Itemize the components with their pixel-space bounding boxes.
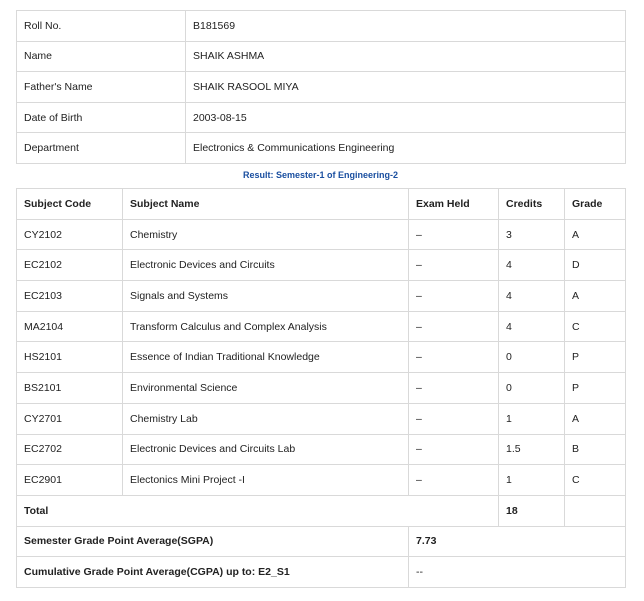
dob-row xyxy=(17,102,626,133)
subject-code: EC2702 xyxy=(17,434,123,465)
subject-name: Electonics Mini Project -I xyxy=(123,465,409,496)
father-value: SHAIK RASOOL MIYA xyxy=(186,72,626,103)
subject-code: EC2102 xyxy=(17,250,123,281)
roll-label: Roll No. xyxy=(17,11,186,42)
table-row xyxy=(17,434,626,465)
subject-code: BS2101 xyxy=(17,373,123,404)
credits: 4 xyxy=(499,250,565,281)
exam-held: – xyxy=(409,465,499,496)
subject-name: Electronic Devices and Circuits xyxy=(123,250,409,281)
table-row xyxy=(17,403,626,434)
subject-code: EC2103 xyxy=(17,281,123,312)
subject-code: CY2701 xyxy=(17,403,123,434)
grade: C xyxy=(565,465,626,496)
total-grade-empty xyxy=(565,495,626,526)
exam-held: – xyxy=(409,311,499,342)
column-header-subject-name: Subject Name xyxy=(123,189,409,220)
sgpa-label: Semester Grade Point Average(SGPA) xyxy=(17,526,409,557)
exam-held: – xyxy=(409,219,499,250)
table-row xyxy=(17,250,626,281)
subject-name: Essence of Indian Traditional Knowledge xyxy=(123,342,409,373)
table-row xyxy=(17,219,626,250)
exam-held: – xyxy=(409,403,499,434)
grade: D xyxy=(565,250,626,281)
department-row xyxy=(17,133,626,164)
sgpa-value: 7.73 xyxy=(409,526,626,557)
total-row xyxy=(17,495,626,526)
result-table xyxy=(16,188,626,588)
column-header-subject-code: Subject Code xyxy=(17,189,123,220)
name-label: Name xyxy=(17,41,186,72)
subject-name: Electronic Devices and Circuits Lab xyxy=(123,434,409,465)
cgpa-value: -- xyxy=(409,557,626,588)
column-header-grade: Grade xyxy=(565,189,626,220)
credits: 0 xyxy=(499,373,565,404)
subject-code: HS2101 xyxy=(17,342,123,373)
subject-name: Signals and Systems xyxy=(123,281,409,312)
table-row xyxy=(17,373,626,404)
column-header-exam-held: Exam Held xyxy=(409,189,499,220)
credits: 3 xyxy=(499,219,565,250)
cgpa-row xyxy=(17,557,626,588)
credits: 4 xyxy=(499,281,565,312)
dob-label: Date of Birth xyxy=(17,102,186,133)
exam-held: – xyxy=(409,250,499,281)
roll-row xyxy=(17,11,626,42)
exam-held: – xyxy=(409,281,499,312)
student-info-table xyxy=(16,10,626,164)
column-header-credits: Credits xyxy=(499,189,565,220)
exam-held: – xyxy=(409,373,499,404)
department-label: Department xyxy=(17,133,186,164)
total-label: Total xyxy=(17,495,499,526)
subject-name: Environmental Science xyxy=(123,373,409,404)
department-value: Electronics & Communications Engineering xyxy=(186,133,626,164)
grade: C xyxy=(565,311,626,342)
credits: 1.5 xyxy=(499,434,565,465)
name-row xyxy=(17,41,626,72)
subject-code: CY2102 xyxy=(17,219,123,250)
credits: 1 xyxy=(499,403,565,434)
subject-name: Chemistry xyxy=(123,219,409,250)
name-value: SHAIK ASHMA xyxy=(186,41,626,72)
grade: P xyxy=(565,373,626,404)
credits: 4 xyxy=(499,311,565,342)
credits: 1 xyxy=(499,465,565,496)
grade: A xyxy=(565,281,626,312)
grade: P xyxy=(565,342,626,373)
father-row xyxy=(17,72,626,103)
exam-held: – xyxy=(409,434,499,465)
subject-code: EC2901 xyxy=(17,465,123,496)
grade: A xyxy=(565,219,626,250)
exam-held: – xyxy=(409,342,499,373)
table-row xyxy=(17,465,626,496)
subject-name: Transform Calculus and Complex Analysis xyxy=(123,311,409,342)
dob-value: 2003-08-15 xyxy=(186,102,626,133)
cgpa-label: Cumulative Grade Point Average(CGPA) up to: E2_S1 xyxy=(17,557,409,588)
sgpa-row xyxy=(17,526,626,557)
result-title: Result: Semester-1 of Engineering-2 xyxy=(242,170,399,180)
table-row xyxy=(17,342,626,373)
subject-code: MA2104 xyxy=(17,311,123,342)
father-label: Father's Name xyxy=(17,72,186,103)
grade: A xyxy=(565,403,626,434)
table-row xyxy=(17,311,626,342)
grade: B xyxy=(565,434,626,465)
table-row xyxy=(17,281,626,312)
credits: 0 xyxy=(499,342,565,373)
total-credits: 18 xyxy=(499,495,565,526)
roll-value: B181569 xyxy=(186,11,626,42)
result-header-row xyxy=(17,189,626,220)
subject-name: Chemistry Lab xyxy=(123,403,409,434)
